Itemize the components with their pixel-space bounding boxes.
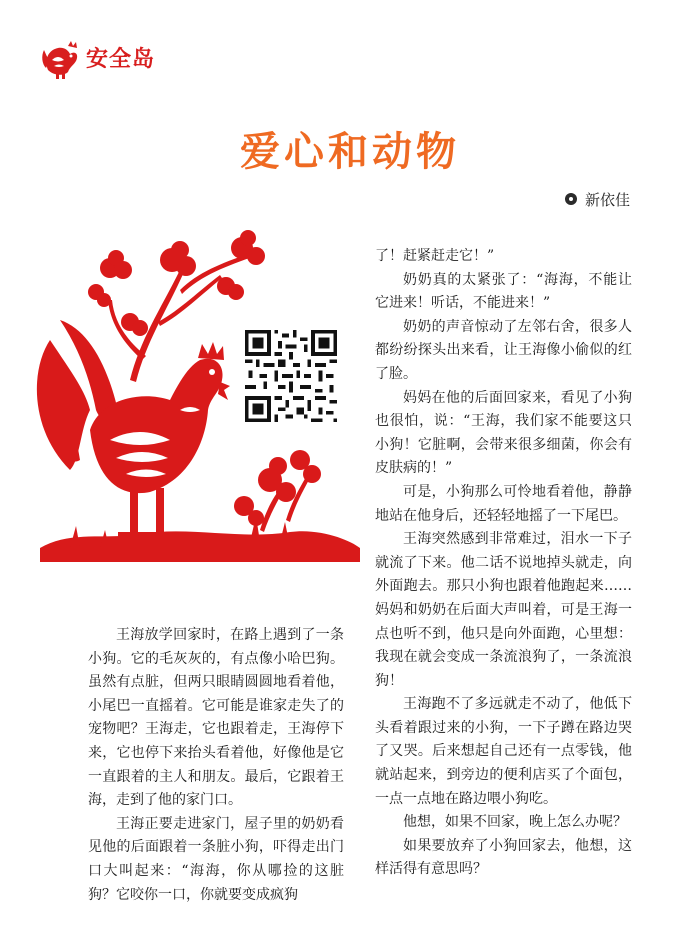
paragraph: 奶奶真的太紧张了：“海海，不能让它进来！听话，不能进来！” bbox=[375, 271, 632, 312]
article-column-right bbox=[375, 245, 632, 882]
paragraph: 可是，小狗那么可怜地看着他，静静地站在他身后，还轻轻地摇了一下尾巴。 bbox=[375, 483, 632, 524]
rooster-logo-icon bbox=[40, 38, 84, 80]
paragraph: 王海突然感到非常难过，泪水一下子就流了下来。他二话不说地掉头就走，向外面跑去。那只小狗也跟着他跑起来……妈妈和奶奶在后面大声叫着，可是王海一点也听不到，他只是向外面跑，心里想：我现在就会变成一条流浪狗了，一条流浪狗！ bbox=[375, 531, 632, 689]
paragraph: 他想，如果不回家，晚上怎么办呢？ bbox=[403, 814, 627, 831]
article-column-left bbox=[88, 624, 344, 907]
qr-code-icon bbox=[245, 330, 337, 422]
paragraph: 王海跑不了多远就走不动了，他低下头看着跟过来的小狗，一下子蹲在路边哭了又哭。后来想起自己还有一点零钱，他就站起来，到旁边的便利店买了个面包，一点一点地在路边喂小狗吃。 bbox=[375, 696, 632, 807]
paragraph-continued: 了！赶紧赶走它！” bbox=[375, 248, 495, 264]
bullet-circle-icon bbox=[565, 193, 577, 205]
section-name: 安全岛 bbox=[86, 47, 156, 72]
paragraph: 王海放学回家时，在路上遇到了一条小狗。它的毛灰灰的，有点像小哈巴狗。虽然有点脏，但两只眼睛圆圆地看着他，小尾巴一直摇着。它可能是谁家走失了的宠物吧？王海走，它也跟着走，王海停下来，它也停下来抬头看着他，好像他是它一直跟着的主人和朋友。最后，它跟着王海，走到了他的家门口。 bbox=[88, 627, 344, 809]
paragraph: 王海正要走进家门，屋子里的奶奶看见他的后面跟着一条脏小狗，吓得走出门口大叫起来：“海海，你从哪捡的这脏狗？它咬你一口，你就要变成疯狗 bbox=[88, 815, 344, 903]
article-title: 爱心和动物 bbox=[240, 129, 460, 175]
paragraph: 如果要放弃了小狗回家去，他想，这样活得有意思吗？ bbox=[375, 837, 632, 878]
section-header bbox=[40, 38, 240, 80]
paragraph: 妈妈在他的后面回家来，看见了小狗也很怕，说：“王海，我们家不能要这只小狗！它脏啊，会带来很多细菌，你会有皮肤病的！” bbox=[375, 389, 632, 477]
author-byline bbox=[565, 188, 630, 210]
paragraph: 奶奶的声音惊动了左邻右舍，很多人都纷纷探头出来看，让王海像小偷似的红了脸。 bbox=[375, 318, 632, 382]
author-name: 新依佳 bbox=[584, 190, 630, 209]
